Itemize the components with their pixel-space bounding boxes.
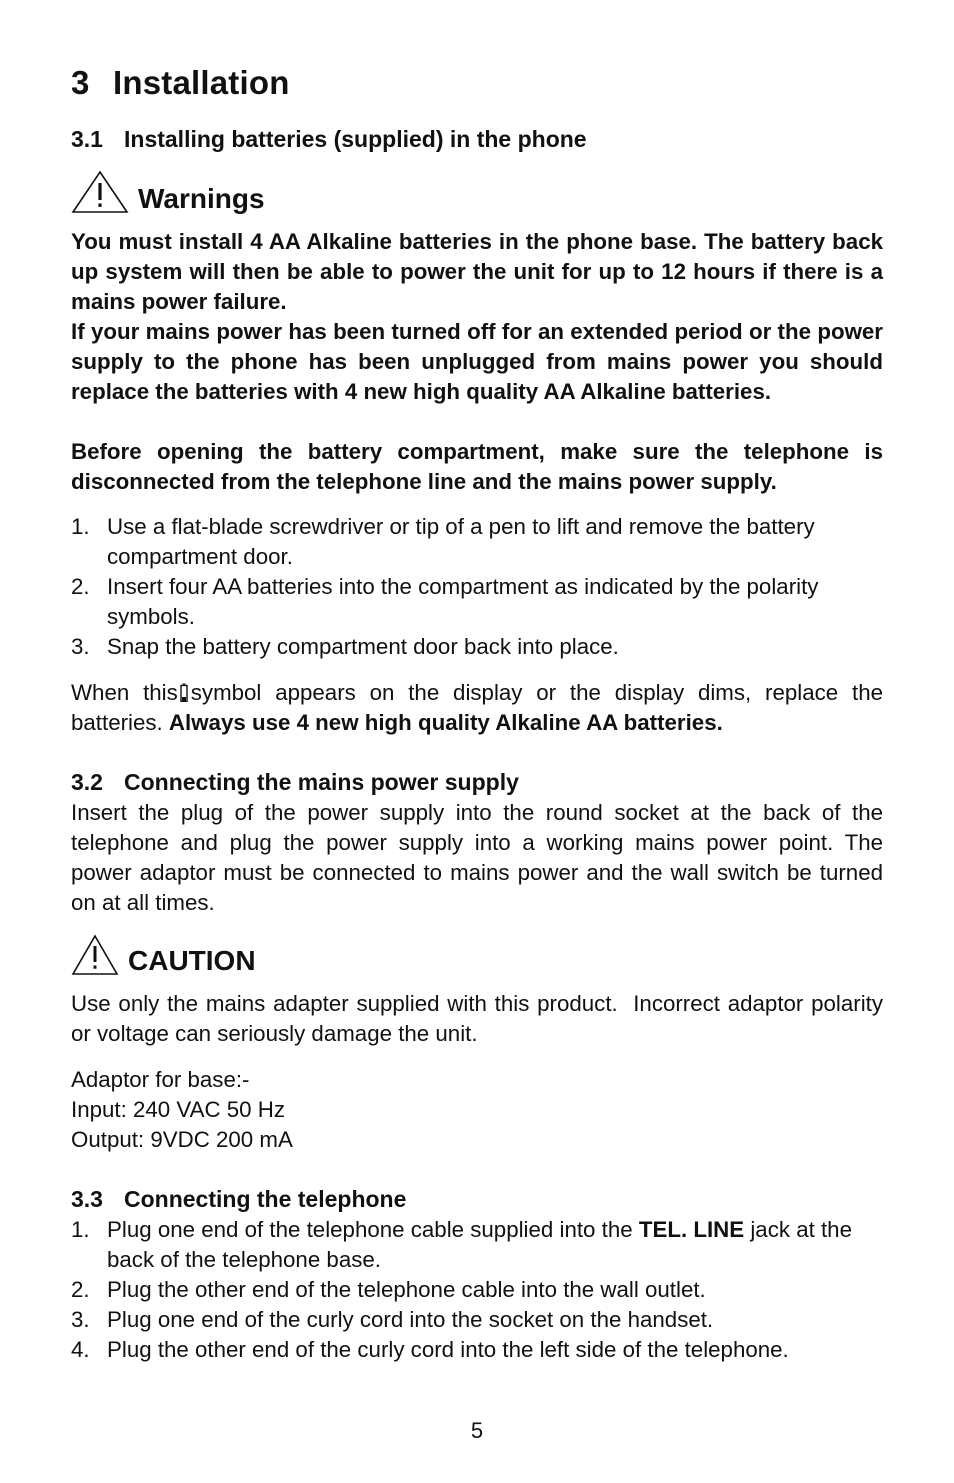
step-text: Plug one end of the curly cord into the socket on the handset. [107, 1307, 714, 1332]
low-battery-icon [180, 683, 188, 702]
section-heading-3-2 [71, 769, 519, 796]
list-item [71, 1305, 883, 1335]
step-number: 2. [71, 1277, 90, 1302]
step-text: Snap the battery compartment door back into place. [107, 634, 619, 659]
list-item [71, 512, 883, 572]
warning-triangle-icon [71, 170, 129, 214]
warnings-paragraph-1 [71, 227, 883, 317]
step-number: 1. [71, 1217, 90, 1242]
warnings-text-3: Before opening the battery compartment, make sure the telephone is disconnected from the telephone line and the mains power supply. [71, 439, 883, 494]
warnings-text-1: You must install 4 AA Alkaline batteries in the phone base. The battery back up system will then be able to power the unit for up to 12 hours if there is a mains power failure. [71, 229, 883, 314]
adaptor-label: Adaptor for base:- [71, 1067, 250, 1092]
step-number: 4. [71, 1337, 90, 1362]
step-text: Plug the other end of the telephone cable into the wall outlet. [107, 1277, 706, 1302]
caution-title: CAUTION [128, 945, 256, 976]
chapter-title: Installation [113, 64, 290, 101]
list-item [71, 572, 883, 632]
warnings-heading [71, 170, 265, 214]
caution-paragraph [71, 989, 890, 1049]
note-bold-text: Always use 4 new high quality Alkaline AA batteries. [168, 710, 723, 735]
chapter-number: 3 [71, 64, 90, 101]
list-item [71, 1215, 883, 1275]
section-title: Installing batteries (supplied) in the phone [124, 126, 587, 152]
list-item [71, 1335, 883, 1365]
step-text-end: jack at the back of the telephone base. [107, 1217, 852, 1272]
section-heading-3-1 [71, 126, 587, 153]
section-number: 3.3 [71, 1186, 103, 1212]
section-number: 3.1 [71, 126, 103, 152]
step-number: 3. [71, 634, 90, 659]
adaptor-input: Input: 240 VAC 50 Hz [71, 1097, 286, 1122]
warnings-text-2: If your mains power has been turned off for an extended period or the power supply to the phone has been unplugged from mains power you should replace the batteries with 4 new high quality AA Alkaline batteries. [71, 319, 883, 404]
low-battery-note [71, 678, 883, 738]
chapter-heading [71, 64, 290, 102]
caution-heading [71, 934, 256, 976]
step-text: Use a flat-blade screwdriver or tip of a pen to lift and remove the battery compartment door. [107, 514, 815, 569]
list-item [71, 632, 883, 662]
warnings-title: Warnings [138, 183, 265, 214]
caution-text: Use only the mains adapter supplied with this product. Incorrect adaptor polarity or voltage can seriously damage the unit. [71, 991, 890, 1046]
warning-triangle-icon [71, 934, 119, 976]
step-number: 1. [71, 514, 90, 539]
section-title: Connecting the telephone [124, 1186, 407, 1212]
tel-line-label: TEL. LINE [638, 1217, 745, 1242]
step-number: 2. [71, 574, 90, 599]
warnings-paragraph-2 [71, 317, 883, 407]
adaptor-specs [71, 1065, 883, 1155]
section-number: 3.2 [71, 769, 103, 795]
list-item [71, 1275, 883, 1305]
adaptor-output: Output: 9VDC 200 mA [71, 1127, 293, 1152]
mains-power-text: Insert the plug of the power supply into the round socket at the back of the telephone and plug the power supply into a working mains power point. The power adaptor must be connected to mains power and the wall switch be turned on at all times. [71, 800, 883, 915]
note-text-end: symbol appears on the display or the display dims, replace the batteries. [71, 680, 883, 735]
section-title: Connecting the mains power supply [124, 769, 519, 795]
page-number: 5 [470, 1418, 484, 1443]
step-text: Insert four AA batteries into the compartment as indicated by the polarity symbols. [107, 574, 819, 629]
step-number: 3. [71, 1307, 90, 1332]
note-text-start: When this [71, 680, 178, 705]
telephone-steps-list [71, 1215, 883, 1365]
battery-steps-list [71, 512, 883, 662]
warnings-paragraph-3 [71, 437, 883, 497]
step-text: Plug the other end of the curly cord into the left side of the telephone. [107, 1337, 789, 1362]
mains-power-paragraph [71, 798, 883, 918]
section-heading-3-3 [71, 1186, 406, 1213]
step-text-start: Plug one end of the telephone cable supplied into the [107, 1217, 633, 1242]
